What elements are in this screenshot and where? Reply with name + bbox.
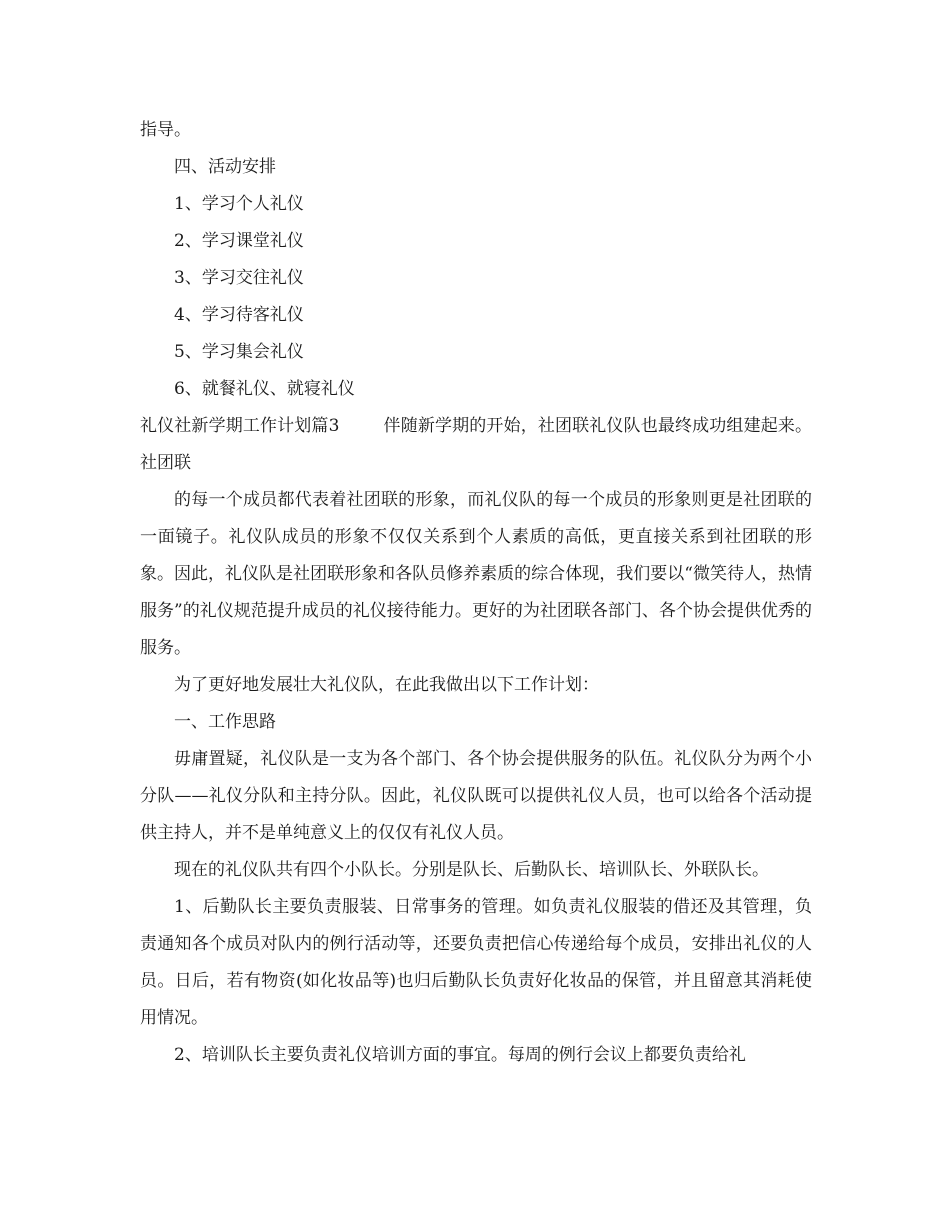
section-heading-work-ideas: 一、工作思路 [174, 712, 276, 732]
chapter-intro-text: 伴随新学期的开始，社团联礼仪队也最终成功组建起来。社团联 [140, 416, 812, 473]
list-item-assembly-etiquette: 5、学习集会礼仪 [174, 342, 304, 362]
list-item-social-etiquette: 3、学习交往礼仪 [174, 268, 304, 288]
paragraph-logistics-leader: 1、后勤队长主要负责服装、日常事务的管理。如负责礼仪服装的借还及其管理，负责通知各个成员对队内的例行活动等，还要负责把信心传递给每个成员，安排出礼仪的人员。日后，若有物资(如化妆品等)也归后勤队长负责好化妆品的保管，并且留意其消耗使用情况。 [140, 897, 812, 1028]
list-item-classroom-etiquette: 2、学习课堂礼仪 [174, 231, 304, 251]
paragraph-training-leader: 2、培训队长主要负责礼仪培训方面的事宜。每周的例行会议上都要负责给礼 [174, 1045, 746, 1065]
list-item-hosting-etiquette: 4、学习待客礼仪 [174, 305, 304, 325]
chapter-title: 礼仪社新学期工作计划篇3 [140, 416, 340, 436]
document-body [140, 112, 812, 1074]
paragraph-team-leaders: 现在的礼仪队共有四个小队长。分别是队长、后勤队长、培训队长、外联队长。 [174, 860, 769, 880]
paragraph-guidance-end: 指导。 [140, 120, 191, 140]
paragraph-chapter-3-intro [140, 408, 812, 482]
list-item-dining-sleeping-etiquette: 6、就餐礼仪、就寝礼仪 [174, 379, 355, 399]
list-item-personal-etiquette: 1、学习个人礼仪 [174, 194, 304, 214]
paragraph-image-of-team: 的每一个成员都代表着社团联的形象，而礼仪队的每一个成员的形象则更是社团联的一面镜子。礼仪队成员的形象不仅仅关系到个人素质的高低，更直接关系到社团联的形象。因此，礼仪队是社团联形象和各队员修养素质的综合体现，我们要以“微笑待人，热情服务”的礼仪规范提升成员的礼仪接待能力。更好的为社团联各部门、各个协会提供优秀的服务。 [140, 490, 812, 658]
paragraph-team-description: 毋庸置疑，礼仪队是一支为各个部门、各个协会提供服务的队伍。礼仪队分为两个小分队——礼仪分队和主持分队。因此，礼仪队既可以提供礼仪人员，也可以给各个活动提供主持人，并不是单纯意义上的仅仅有礼仪人员。 [140, 749, 812, 843]
section-heading-activity-arrangement: 四、活动安排 [174, 157, 276, 177]
paragraph-plan-intro: 为了更好地发展壮大礼仪队，在此我做出以下工作计划： [174, 675, 599, 695]
